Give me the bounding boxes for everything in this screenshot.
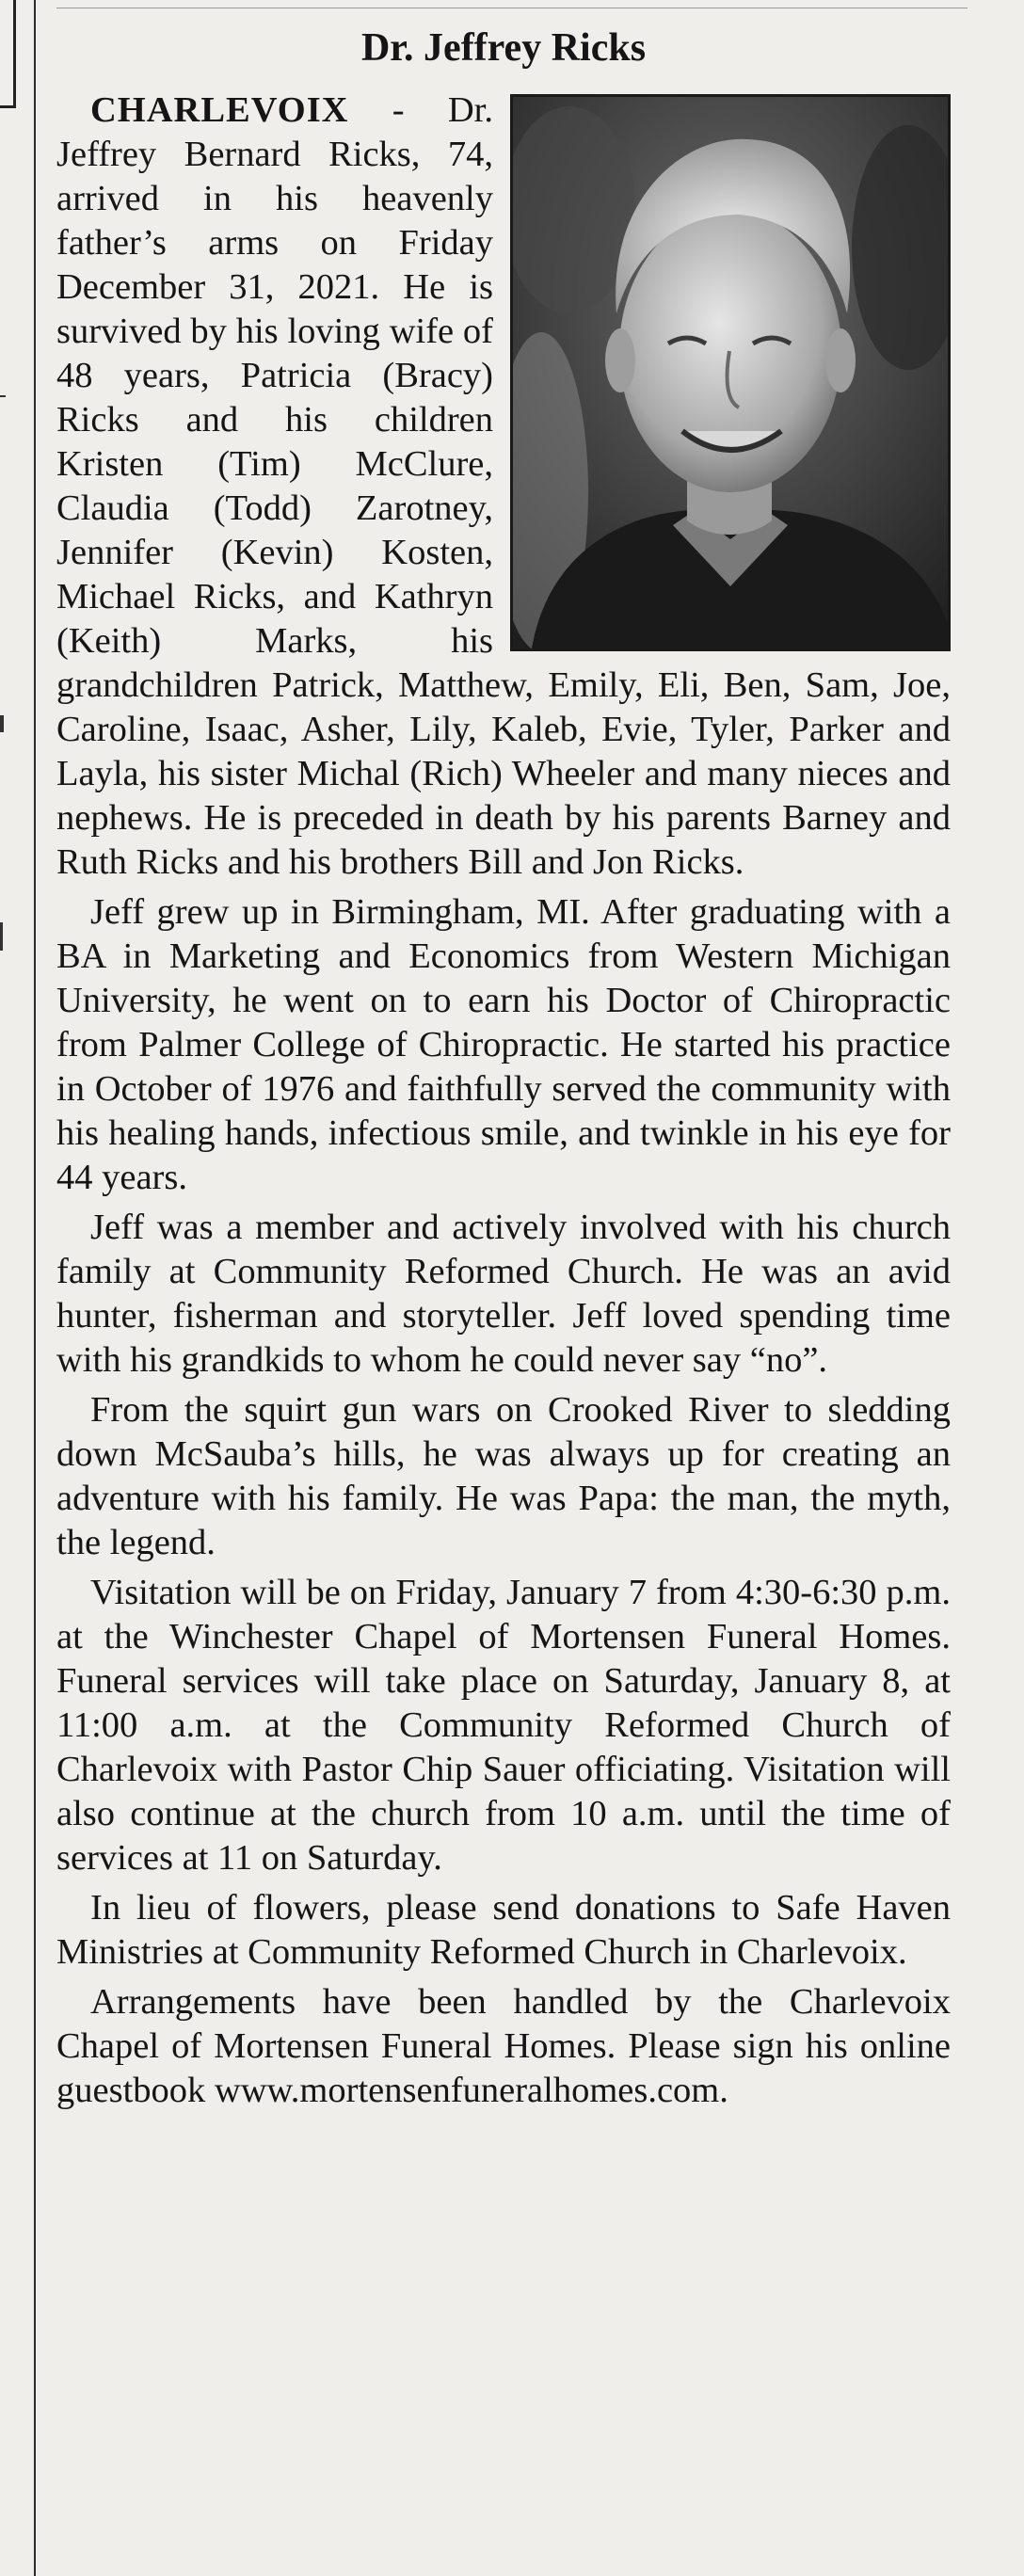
edge-mark	[0, 715, 4, 732]
portrait-icon	[513, 97, 948, 648]
paragraph-text: - Dr. Jeffrey Bernard Ricks, 74, arrived in his heavenly father’s arms on Friday December 31, 2021. He is survived by his loving wife of 48 years, Patricia (Bracy) Ricks and his children Kristen (Tim) McClure, Claudia (Todd) Zarotney, Jennifer (Kevin) Kosten, Michael Ricks, and Kathryn (Keith) Marks, his grandchildren Patrick, Matthew, Emily, Eli, Ben, Sam, Joe, Caroline, Isaac, Asher, Lily, Kaleb, Evie, Tyler, Parker and Layla, his sister Michal (Rich) Wheeler and many nieces and nephews. He is preceded in death by his parents Barney and Ruth Ricks and his brothers Bill and Jon Ricks.	[56, 90, 951, 883]
edge-mark	[0, 395, 6, 397]
portrait-photo	[510, 94, 951, 651]
obituary-paragraph: Jeff was a member and actively involved with his church family at Community Reformed Church. He was an avid hunter, fisherman and storyteller. Jeff loved spending time with his grandkids to whom he could never say “no”.	[56, 1208, 951, 1381]
obituary-paragraph: From the squirt gun wars on Crooked River to sledding down McSauba’s hills, he was always up for creating an adventure with his family. He was Papa: the man, the myth, the legend.	[56, 1390, 951, 1563]
obituary-paragraph: Arrangements have been handled by the Charlevoix Chapel of Mortensen Funeral Homes. Please sign his online guestbook www.mortensenfuneralhomes.com.	[56, 1982, 951, 2111]
obituary-paragraph: In lieu of flowers, please send donations to Safe Haven Ministries at Community Reformed Church in Charlevoix.	[56, 1888, 951, 1973]
edge-mark	[0, 922, 3, 951]
obituary-paragraph: Visitation will be on Friday, January 7 from 4:30-6:30 p.m. at the Winchester Chapel of Mortensen Funeral Homes. Funeral services will take place on Saturday, January 8, at 11:00 a.m. at the Community Reformed Church of Charlevoix with Pastor Chip Sauer officiating. Visitation will also continue at the church from 10 a.m. until the time of services at 11 on Saturday.	[56, 1573, 951, 1879]
dateline: CHARLEVOIX	[90, 90, 349, 131]
obituary-column	[56, 26, 951, 2119]
obituary-paragraph: Jeff grew up in Birmingham, MI. After graduating with a BA in Marketing and Economics from Western Michigan University, he went on to earn his Doctor of Chiropractic from Palmer College of Chiropractic. He started his practice in October of 1976 and faithfully served the community with his healing hands, infectious smile, and twinkle in his eye for 44 years.	[56, 892, 951, 1198]
adjacent-column-fragment	[0, 0, 16, 108]
column-divider	[34, 0, 36, 2576]
obituary-headline: Dr. Jeffrey Ricks	[360, 26, 647, 70]
